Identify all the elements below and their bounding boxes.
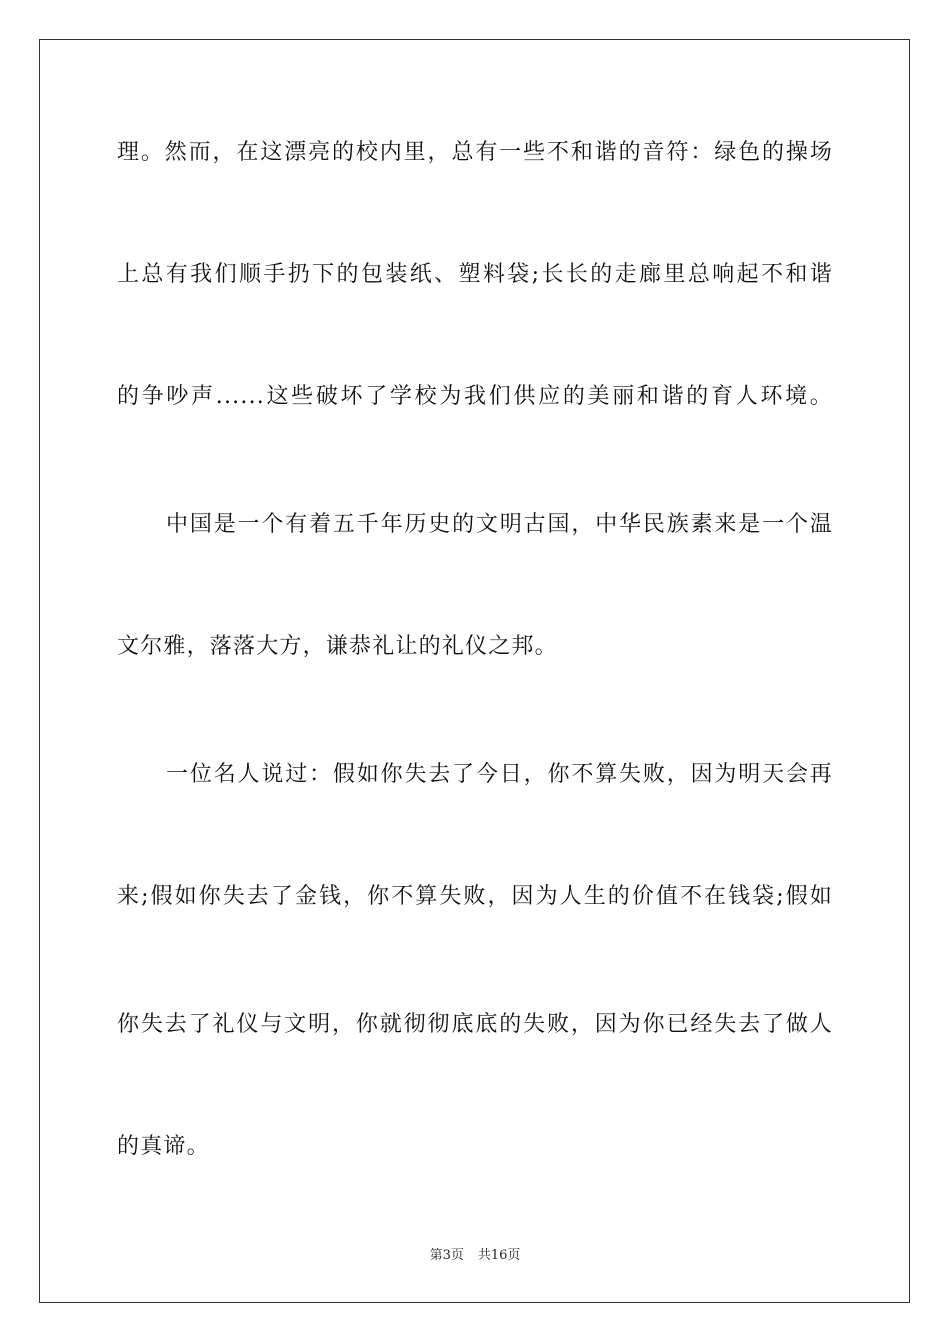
text-line: 你失去了礼仪与文明，你就彻彻底底的失败，因为你已经失去了做人 (117, 1012, 833, 1037)
paragraph-first-line: 一位名人说过：假如你失去了今日，你不算失败，因为明天会再 (166, 762, 833, 787)
text-line: 来;假如你失去了金钱，你不算失败，因为人生的价值不在钱袋;假如 (117, 884, 833, 909)
page-footer (0, 1248, 950, 1264)
page-border (39, 39, 910, 1303)
text-line: 理。然而，在这漂亮的校内里，总有一些不和谐的音符：绿色的操场 (117, 140, 833, 165)
paragraph-first-line: 中国是一个有着五千年历史的文明古国，中华民族素来是一个温 (166, 512, 833, 537)
text-line: 的争吵声......这些破坏了学校为我们供应的美丽和谐的育人环境。 (117, 384, 833, 409)
text-line: 文尔雅，落落大方，谦恭礼让的礼仪之邦。 (117, 634, 558, 659)
page-number: 第3页 (429, 1248, 464, 1263)
text-line: 上总有我们顺手扔下的包装纸、塑料袋;长长的走廊里总响起不和谐 (117, 262, 833, 287)
page-total: 共16页 (477, 1248, 521, 1263)
text-line: 的真谛。 (117, 1134, 210, 1159)
